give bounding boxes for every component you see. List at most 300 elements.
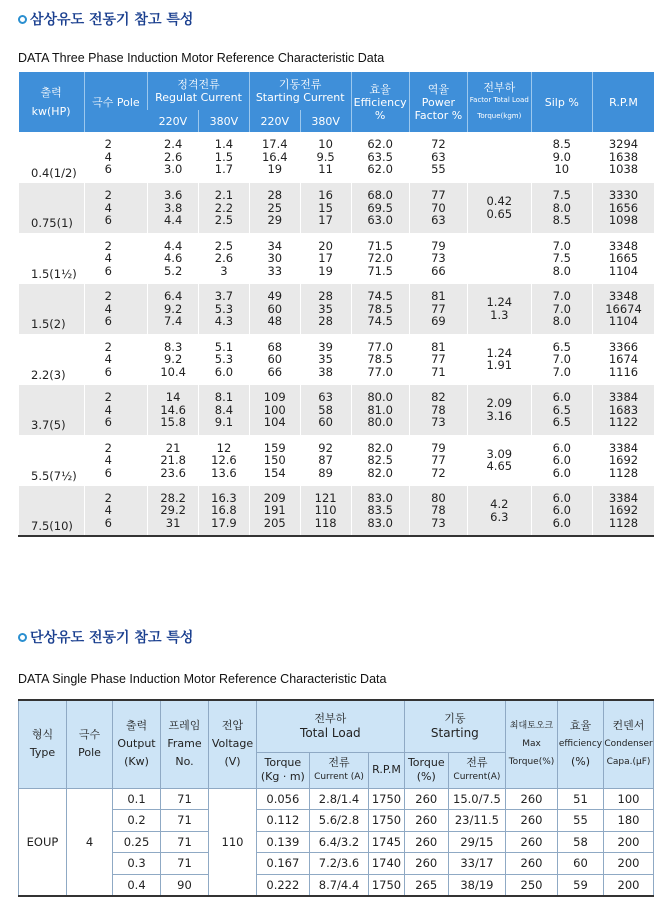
rpm-value: 1128 bbox=[608, 515, 639, 530]
s380-value: 16 bbox=[318, 188, 333, 202]
single-phase-table bbox=[18, 699, 654, 897]
table-row bbox=[19, 183, 655, 234]
r220-value: 5.2 bbox=[163, 263, 183, 278]
rpm-value: 1104 bbox=[608, 263, 639, 278]
eff-value: 71.5 bbox=[367, 238, 393, 253]
r220-value: 23.6 bbox=[160, 465, 186, 480]
s380-cell bbox=[300, 183, 351, 234]
cond-cell: 200 bbox=[604, 853, 654, 875]
slip-value: 7.0 bbox=[552, 301, 571, 316]
torque-cell bbox=[468, 486, 532, 537]
table-row bbox=[19, 334, 655, 385]
table-row bbox=[19, 284, 655, 335]
poles-value: 6 bbox=[104, 213, 112, 227]
r380-value: 3 bbox=[220, 263, 228, 278]
r220-cell bbox=[148, 435, 199, 486]
col2-condenser: 컨덴서 Condenser Capa.(μF) bbox=[604, 700, 654, 788]
pf-cell bbox=[409, 486, 467, 537]
slip-value: 7.0 bbox=[552, 352, 571, 366]
slip-value: 6.5 bbox=[552, 415, 571, 429]
col-output: 출력 kw(HP) bbox=[19, 72, 85, 132]
section2-title: 단상유도 전동기 참고 특성 bbox=[18, 627, 193, 647]
st-current-cell: 33/17 bbox=[448, 853, 505, 875]
r380-value: 5.3 bbox=[214, 352, 234, 366]
poles-cell bbox=[84, 385, 148, 436]
r380-value: 12 bbox=[216, 440, 232, 455]
bullet-icon bbox=[18, 15, 27, 24]
r380-cell bbox=[199, 183, 250, 234]
col2-output: 출력 Output (Kw) bbox=[113, 700, 161, 788]
r220-value: 8.3 bbox=[163, 339, 183, 354]
torque-cell: 0.112 bbox=[257, 810, 310, 832]
r380-value: 8.1 bbox=[214, 390, 234, 404]
eff-cell bbox=[351, 486, 409, 537]
poles-value: 4 bbox=[104, 251, 112, 265]
eff-value: 78.5 bbox=[367, 301, 393, 316]
s380-value: 39 bbox=[318, 339, 333, 354]
eff-value: 74.5 bbox=[367, 289, 393, 303]
output-cell: 0.1 bbox=[113, 788, 161, 810]
st-current-cell: 38/19 bbox=[448, 874, 505, 896]
slip-cell bbox=[531, 132, 592, 183]
r220-value: 3.0 bbox=[163, 162, 183, 177]
s380-value: 20 bbox=[318, 238, 333, 253]
pf-value: 81 bbox=[431, 289, 446, 303]
table-row bbox=[19, 486, 655, 537]
s220-value: 109 bbox=[263, 390, 286, 404]
r380-value: 8.4 bbox=[214, 402, 234, 417]
pf-value: 73 bbox=[431, 415, 446, 429]
slip-value: 8.0 bbox=[552, 200, 571, 215]
r220-value: 31 bbox=[165, 515, 181, 530]
col2-eff: 효율 efficiency (%) bbox=[558, 700, 604, 788]
rpm-cell: 1750 bbox=[369, 810, 404, 832]
poles-value: 6 bbox=[104, 515, 112, 530]
s220-value: 154 bbox=[263, 465, 286, 480]
st-current-cell: 23/11.5 bbox=[448, 810, 505, 832]
r220-cell bbox=[148, 284, 199, 335]
eff-value: 77.0 bbox=[367, 339, 393, 354]
s220-value: 60 bbox=[267, 301, 283, 316]
pf-value: 81 bbox=[431, 339, 446, 354]
poles-value: 2 bbox=[104, 137, 112, 152]
r380-value: 2.1 bbox=[214, 188, 234, 202]
rpm-cell bbox=[592, 334, 654, 385]
max-torque-cell: 250 bbox=[506, 874, 558, 896]
s220-value: 68 bbox=[267, 339, 283, 354]
col2-st-torque: Torque (%) bbox=[404, 752, 448, 788]
s380-cell bbox=[300, 486, 351, 537]
poles-cell bbox=[84, 183, 148, 234]
pf-cell bbox=[409, 183, 467, 234]
torque-cell: 0.167 bbox=[257, 853, 310, 875]
output-cell: 0.75(1) bbox=[19, 183, 85, 234]
s220-value: 205 bbox=[263, 515, 286, 530]
torque-value: 3.16 bbox=[486, 408, 513, 423]
slip-cell bbox=[531, 486, 592, 537]
col2-fl-torque: Torque (Kg · m) bbox=[257, 752, 310, 788]
r380-value: 16.3 bbox=[211, 490, 237, 505]
pf-cell bbox=[409, 132, 467, 183]
s220-value: 209 bbox=[263, 490, 286, 505]
rpm-value: 1692 bbox=[608, 453, 639, 467]
torque-value: 1.24 bbox=[486, 295, 513, 310]
s220-cell bbox=[249, 334, 300, 385]
s220-cell bbox=[249, 233, 300, 284]
pf-value: 72 bbox=[431, 137, 446, 152]
s380-cell bbox=[300, 334, 351, 385]
r220-value: 7.4 bbox=[163, 314, 183, 328]
torque-cell bbox=[468, 183, 532, 234]
current-cell: 2.8/1.4 bbox=[309, 788, 369, 810]
poles-cell bbox=[84, 233, 148, 284]
st-torque-cell: 265 bbox=[404, 874, 448, 896]
s220-cell bbox=[249, 385, 300, 436]
rpm-value: 3330 bbox=[608, 188, 639, 202]
s380-value: 121 bbox=[314, 490, 337, 505]
eff-value: 78.5 bbox=[367, 352, 393, 366]
r380-value: 16.8 bbox=[211, 503, 237, 518]
rpm-value: 1638 bbox=[608, 149, 639, 164]
pf-value: 77 bbox=[431, 188, 446, 202]
r380-value: 12.6 bbox=[211, 453, 237, 467]
s220-value: 48 bbox=[267, 314, 283, 328]
eff-cell: 60 bbox=[558, 853, 604, 875]
s380-value: 35 bbox=[318, 301, 333, 316]
poles-value: 6 bbox=[104, 364, 112, 379]
slip-value: 7.0 bbox=[552, 238, 571, 253]
poles-value: 6 bbox=[104, 415, 112, 429]
s220-value: 104 bbox=[263, 415, 286, 429]
s380-value: 10 bbox=[318, 137, 333, 152]
st-torque-cell: 260 bbox=[404, 853, 448, 875]
r380-value: 4.3 bbox=[214, 314, 234, 328]
pf-value: 78 bbox=[431, 402, 446, 417]
eff-cell bbox=[351, 435, 409, 486]
rpm-value: 3384 bbox=[608, 490, 639, 505]
poles-value: 4 bbox=[104, 301, 112, 316]
rpm-value: 1116 bbox=[608, 364, 639, 379]
r380-value: 9.1 bbox=[214, 415, 234, 429]
s380-cell bbox=[300, 435, 351, 486]
s220-value: 25 bbox=[267, 200, 283, 215]
slip-cell bbox=[531, 233, 592, 284]
poles-value: 4 bbox=[104, 402, 112, 417]
slip-value: 6.0 bbox=[552, 390, 571, 404]
rpm-value: 3384 bbox=[608, 440, 639, 455]
r380-value: 1.5 bbox=[214, 149, 234, 164]
table-row bbox=[19, 853, 654, 875]
table-row bbox=[19, 810, 654, 832]
r220-value: 3.6 bbox=[163, 188, 183, 202]
s380-value: 118 bbox=[314, 515, 337, 530]
torque-value: 0.65 bbox=[486, 206, 513, 221]
s380-cell bbox=[300, 284, 351, 335]
slip-cell bbox=[531, 284, 592, 335]
r380-cell bbox=[199, 233, 250, 284]
slip-cell bbox=[531, 334, 592, 385]
slip-value: 7.0 bbox=[552, 289, 571, 303]
rpm-value: 3348 bbox=[608, 238, 639, 253]
s380-value: 19 bbox=[318, 263, 333, 278]
slip-value: 7.5 bbox=[552, 251, 571, 265]
col-eff: 효율 Efficiency % bbox=[351, 72, 409, 132]
s220-value: 16.4 bbox=[261, 149, 288, 164]
s380-value: 63 bbox=[318, 390, 333, 404]
r220-value: 9.2 bbox=[163, 352, 183, 366]
three-phase-table bbox=[18, 72, 654, 537]
type-cell: EOUP bbox=[19, 788, 67, 896]
rpm-value: 3366 bbox=[608, 339, 639, 354]
pf-value: 66 bbox=[431, 263, 446, 278]
torque-value: 3.09 bbox=[486, 446, 513, 461]
col-st-220: 220V bbox=[249, 110, 300, 132]
pf-value: 69 bbox=[431, 314, 446, 328]
torque-value: 1.3 bbox=[490, 307, 509, 322]
output-cell: 0.4(1/2) bbox=[19, 132, 85, 183]
slip-value: 6.0 bbox=[552, 515, 571, 530]
slip-value: 6.5 bbox=[552, 402, 571, 417]
r380-cell bbox=[199, 435, 250, 486]
s220-value: 17.4 bbox=[261, 137, 288, 152]
s380-value: 38 bbox=[318, 364, 333, 379]
r380-value: 1.7 bbox=[214, 162, 234, 177]
r380-value: 1.4 bbox=[214, 137, 234, 152]
pf-value: 73 bbox=[431, 251, 446, 265]
slip-value: 9.0 bbox=[552, 149, 571, 164]
current-cell: 7.2/3.6 bbox=[309, 853, 369, 875]
max-torque-cell: 260 bbox=[506, 831, 558, 853]
output-cell: 2.2(3) bbox=[19, 334, 85, 385]
poles-value: 6 bbox=[104, 465, 112, 480]
poles-value: 2 bbox=[104, 188, 112, 202]
table-row bbox=[19, 385, 655, 436]
r380-value: 6.0 bbox=[214, 364, 234, 379]
s220-value: 28 bbox=[267, 188, 283, 202]
max-torque-cell: 260 bbox=[506, 853, 558, 875]
s380-value: 35 bbox=[318, 352, 333, 366]
torque-cell bbox=[468, 385, 532, 436]
poles-value: 4 bbox=[104, 453, 112, 467]
output-cell: 0.25 bbox=[113, 831, 161, 853]
rpm-value: 3384 bbox=[608, 390, 639, 404]
col2-fl-rpm: R.P.M bbox=[369, 752, 404, 788]
r380-value: 5.1 bbox=[214, 339, 234, 354]
r220-cell bbox=[148, 233, 199, 284]
r380-cell bbox=[199, 334, 250, 385]
slip-value: 6.5 bbox=[552, 339, 571, 354]
slip-value: 8.5 bbox=[552, 137, 571, 152]
table-row bbox=[19, 132, 655, 183]
st-torque-cell: 260 bbox=[404, 831, 448, 853]
pf-value: 63 bbox=[431, 149, 446, 164]
rpm-value: 1122 bbox=[608, 415, 639, 429]
output-cell: 1.5(1½) bbox=[19, 233, 85, 284]
s380-value: 9.5 bbox=[316, 149, 335, 164]
s220-value: 29 bbox=[267, 213, 283, 227]
eff-value: 63.5 bbox=[367, 149, 393, 164]
frame-cell: 90 bbox=[161, 874, 209, 896]
torque-cell bbox=[468, 132, 532, 183]
rpm-cell bbox=[592, 284, 654, 335]
s220-cell bbox=[249, 486, 300, 537]
pole-cell: 4 bbox=[67, 788, 113, 896]
r220-cell bbox=[148, 486, 199, 537]
r220-value: 4.4 bbox=[163, 238, 183, 253]
frame-cell: 71 bbox=[161, 810, 209, 832]
r220-value: 15.8 bbox=[160, 415, 186, 429]
torque-cell: 0.139 bbox=[257, 831, 310, 853]
r380-value: 17.9 bbox=[211, 515, 237, 530]
poles-value: 4 bbox=[104, 352, 112, 366]
eff-value: 69.5 bbox=[367, 200, 393, 215]
rpm-cell: 1740 bbox=[369, 853, 404, 875]
single-phase-body bbox=[19, 788, 654, 896]
torque-cell: 0.056 bbox=[257, 788, 310, 810]
s220-cell bbox=[249, 183, 300, 234]
rpm-cell bbox=[592, 132, 654, 183]
r220-value: 21 bbox=[165, 440, 181, 455]
cond-cell: 200 bbox=[604, 831, 654, 853]
table-row bbox=[19, 788, 654, 810]
rpm-cell bbox=[592, 183, 654, 234]
rpm-value: 1038 bbox=[608, 162, 639, 177]
pf-value: 77 bbox=[431, 301, 446, 316]
max-torque-cell: 260 bbox=[506, 788, 558, 810]
col2-pole: 극수 Pole bbox=[67, 700, 113, 788]
voltage-cell: 110 bbox=[209, 788, 257, 896]
eff-value: 74.5 bbox=[367, 314, 393, 328]
output-cell: 1.5(2) bbox=[19, 284, 85, 335]
eff-value: 72.0 bbox=[367, 251, 393, 265]
r380-cell bbox=[199, 486, 250, 537]
current-cell: 5.6/2.8 bbox=[309, 810, 369, 832]
s380-value: 110 bbox=[314, 503, 337, 518]
r380-cell bbox=[199, 385, 250, 436]
torque-cell: 0.222 bbox=[257, 874, 310, 896]
eff-value: 83.0 bbox=[367, 490, 393, 505]
output-cell: 3.7(5) bbox=[19, 385, 85, 436]
rpm-cell: 1750 bbox=[369, 788, 404, 810]
r220-value: 2.6 bbox=[163, 149, 183, 164]
slip-value: 8.0 bbox=[552, 263, 571, 278]
col-st-380: 380V bbox=[300, 110, 351, 132]
bullet-icon bbox=[18, 633, 27, 642]
output-cell: 0.4 bbox=[113, 874, 161, 896]
r220-value: 6.4 bbox=[163, 289, 183, 303]
r380-value: 5.3 bbox=[214, 301, 234, 316]
rpm-value: 1692 bbox=[608, 503, 639, 518]
s380-value: 28 bbox=[318, 289, 333, 303]
torque-value: 4.65 bbox=[486, 459, 513, 474]
poles-value: 2 bbox=[104, 390, 112, 404]
eff-value: 82.0 bbox=[367, 440, 393, 455]
s380-value: 15 bbox=[318, 200, 333, 215]
slip-value: 8.0 bbox=[552, 314, 571, 328]
slip-value: 7.5 bbox=[552, 188, 571, 202]
col-slip: Silp % bbox=[531, 72, 592, 132]
eff-value: 77.0 bbox=[367, 364, 393, 379]
poles-value: 2 bbox=[104, 339, 112, 354]
torque-value: 1.24 bbox=[486, 345, 513, 360]
r220-value: 9.2 bbox=[163, 301, 183, 316]
s380-cell bbox=[300, 385, 351, 436]
rpm-cell: 1745 bbox=[369, 831, 404, 853]
slip-value: 8.5 bbox=[552, 213, 571, 227]
s220-value: 49 bbox=[267, 289, 283, 303]
torque-cell bbox=[468, 233, 532, 284]
eff-value: 80.0 bbox=[367, 390, 393, 404]
r220-value: 14 bbox=[165, 390, 181, 404]
pf-cell bbox=[409, 334, 467, 385]
rpm-value: 3294 bbox=[608, 137, 639, 152]
eff-cell bbox=[351, 334, 409, 385]
table-row bbox=[19, 831, 654, 853]
torque-cell bbox=[468, 435, 532, 486]
torque-cell bbox=[468, 334, 532, 385]
eff-value: 81.0 bbox=[367, 402, 393, 417]
r220-cell bbox=[148, 183, 199, 234]
cond-cell: 200 bbox=[604, 874, 654, 896]
s220-value: 191 bbox=[263, 503, 286, 518]
pf-value: 73 bbox=[431, 515, 446, 530]
rpm-cell: 1750 bbox=[369, 874, 404, 896]
col-rpm: R.P.M bbox=[592, 72, 654, 132]
r220-value: 3.8 bbox=[163, 200, 183, 215]
cond-cell: 100 bbox=[604, 788, 654, 810]
eff-value: 62.0 bbox=[367, 137, 393, 152]
r380-value: 2.5 bbox=[214, 238, 234, 253]
slip-value: 7.0 bbox=[552, 364, 571, 379]
s220-value: 19 bbox=[267, 162, 283, 177]
s220-value: 159 bbox=[263, 440, 286, 455]
r380-value: 2.5 bbox=[214, 213, 234, 227]
pf-value: 79 bbox=[431, 238, 446, 253]
poles-value: 2 bbox=[104, 238, 112, 253]
col-starting: 기동전류 Starting Current bbox=[249, 72, 351, 110]
r220-value: 28.2 bbox=[160, 490, 186, 505]
col-reg-380: 380V bbox=[199, 110, 250, 132]
pf-value: 71 bbox=[431, 364, 446, 379]
r220-value: 4.4 bbox=[163, 213, 183, 227]
rpm-value: 1665 bbox=[608, 251, 639, 265]
s220-cell bbox=[249, 284, 300, 335]
pf-value: 78 bbox=[431, 503, 446, 518]
output-cell: 0.2 bbox=[113, 810, 161, 832]
s220-value: 150 bbox=[263, 453, 286, 467]
torque-value: 0.42 bbox=[486, 194, 513, 209]
table-row bbox=[19, 874, 654, 896]
eff-value: 82.0 bbox=[367, 465, 393, 480]
col2-starting: 기동 Starting bbox=[404, 700, 505, 752]
poles-value: 2 bbox=[104, 440, 112, 455]
poles-cell bbox=[84, 334, 148, 385]
poles-cell bbox=[84, 435, 148, 486]
slip-value: 6.0 bbox=[552, 503, 571, 518]
s220-value: 30 bbox=[267, 251, 283, 265]
slip-value: 6.0 bbox=[552, 490, 571, 505]
col2-maxtorque: 최대토오크 Max Torque(%) bbox=[506, 700, 558, 788]
pf-value: 77 bbox=[431, 453, 446, 467]
poles-value: 2 bbox=[104, 490, 112, 505]
rpm-value: 3348 bbox=[608, 289, 639, 303]
slip-value: 6.0 bbox=[552, 453, 571, 467]
rpm-value: 1656 bbox=[608, 200, 639, 215]
s380-value: 58 bbox=[318, 402, 333, 417]
r380-cell bbox=[199, 284, 250, 335]
eff-cell: 55 bbox=[558, 810, 604, 832]
s220-value: 66 bbox=[267, 364, 283, 379]
